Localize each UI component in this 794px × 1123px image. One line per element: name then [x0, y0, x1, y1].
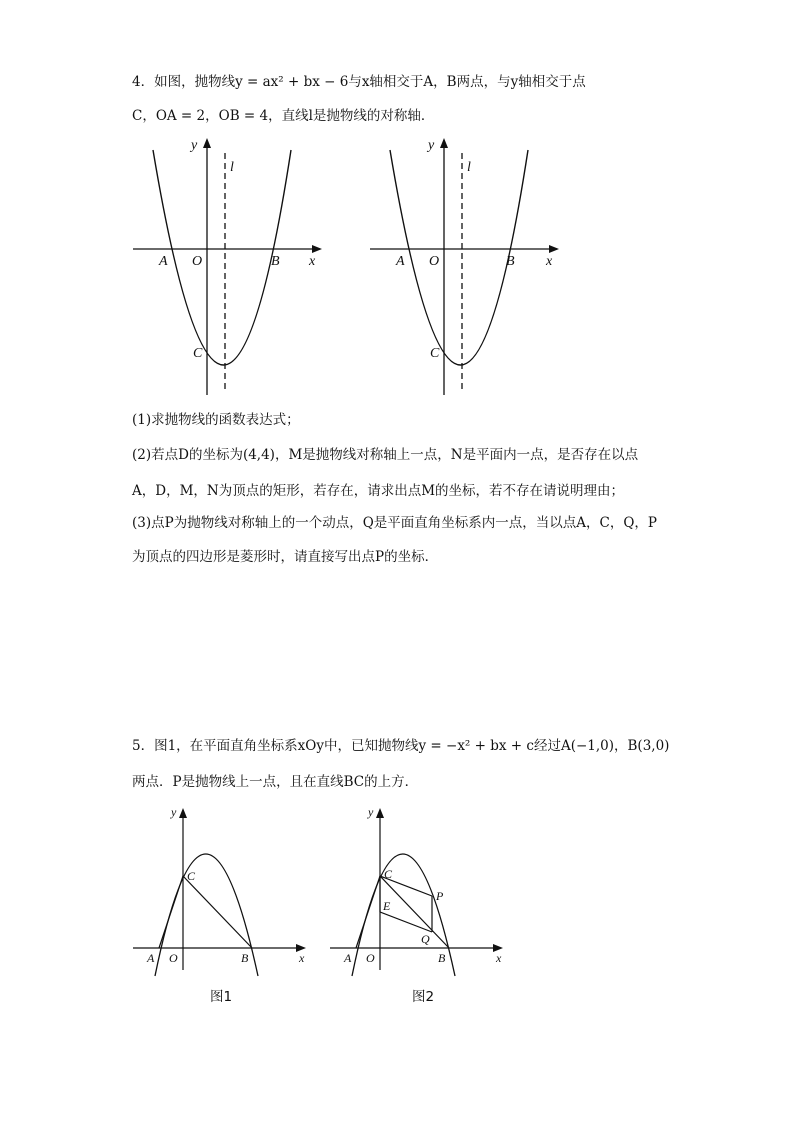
problem5-figure1	[125, 800, 315, 980]
problem4-line2: C，OA = 2，OB = 4，直线l是抛物线的对称轴．	[132, 108, 435, 124]
label-E: E	[383, 899, 391, 913]
y-axis-arrow	[376, 808, 384, 818]
problem4-question3-line1: (3)点P为抛物线对称轴上的一个动点，Q是平面直角坐标系内一点，当以点A，C，Q，P	[132, 515, 658, 531]
label-A: A	[159, 254, 168, 269]
label-B: B	[506, 254, 515, 269]
segment-AC	[356, 876, 380, 948]
label-y: y	[191, 138, 198, 153]
label-A: A	[147, 951, 155, 965]
figure1-caption: 图1	[210, 989, 233, 1005]
label-Q: Q	[421, 932, 430, 946]
label-y: y	[171, 805, 177, 819]
problem4-figure-left	[125, 135, 335, 400]
problem4-question2-line1: (2)若点D的坐标为(4,4)，M是抛物线对称轴上一点，N是平面内一点，是否存在以点	[132, 447, 639, 463]
label-C: C	[193, 346, 203, 361]
label-x: x	[299, 951, 305, 965]
label-x: x	[496, 951, 502, 965]
label-O: O	[429, 254, 440, 269]
problem4-figure-right	[362, 135, 572, 400]
label-l: l	[467, 160, 471, 175]
label-O: O	[192, 254, 203, 269]
label-B: B	[438, 951, 446, 965]
label-P: P	[436, 889, 444, 903]
segment-AC	[159, 876, 183, 948]
problem5-line1: 5．图1，在平面直角坐标系xOy中，已知抛物线y = −x² + bx + c经过A(−1,0)，B(3,0)	[132, 738, 670, 754]
problem4-question2-line2: A，D，M，N为顶点的矩形，若存在，请求出点M的坐标，若不存在请说明理由；	[132, 483, 625, 499]
label-x: x	[546, 254, 553, 269]
label-C: C	[384, 867, 393, 881]
label-O: O	[366, 951, 375, 965]
problem5-line2: 两点．P是抛物线上一点，且在直线BC的上方．	[132, 774, 419, 790]
label-C: C	[430, 346, 440, 361]
x-axis-arrow	[312, 245, 322, 253]
x-axis-arrow	[549, 245, 559, 253]
y-axis-arrow	[179, 808, 187, 818]
label-y: y	[428, 138, 435, 153]
label-y: y	[368, 805, 374, 819]
problem4-question3-line2: 为顶点的四边形是菱形时，请直接写出点P的坐标．	[132, 549, 439, 565]
figure2-caption: 图2	[412, 989, 435, 1005]
label-B: B	[241, 951, 249, 965]
y-axis-arrow	[440, 138, 448, 148]
label-x: x	[309, 254, 316, 269]
label-B: B	[271, 254, 280, 269]
label-l: l	[230, 160, 234, 175]
label-O: O	[169, 951, 178, 965]
label-C: C	[187, 869, 196, 883]
problem4-line1: 4．如图，抛物线y = ax² + bx − 6与x轴相交于A，B两点，与y轴相交于点	[132, 74, 586, 90]
label-A: A	[396, 254, 405, 269]
y-axis-arrow	[203, 138, 211, 148]
label-A: A	[344, 951, 352, 965]
problem4-question1: (1)求抛物线的函数表达式；	[132, 412, 300, 428]
problem5-figure2	[322, 800, 512, 980]
